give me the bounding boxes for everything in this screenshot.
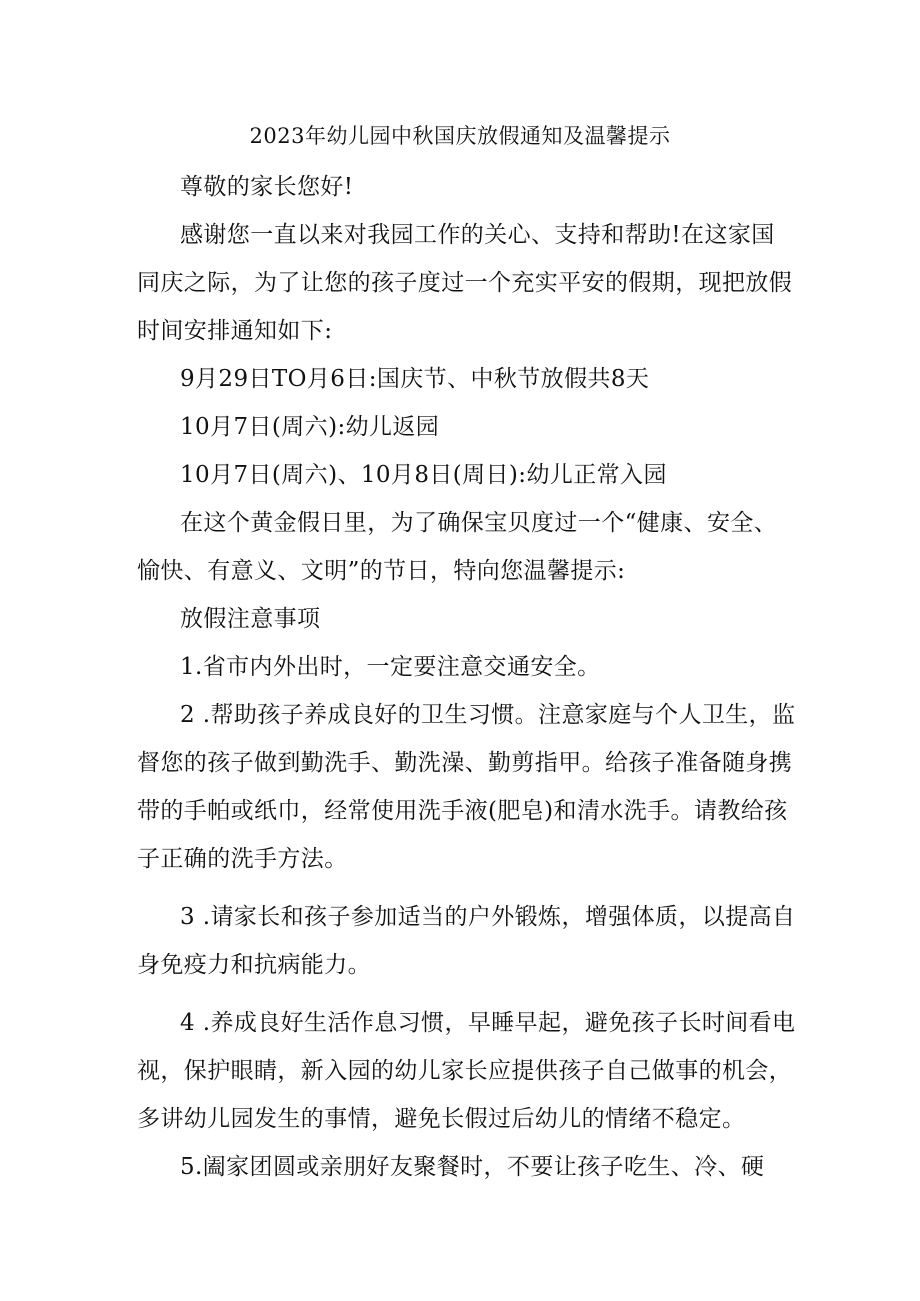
document-body: [137, 163, 797, 1191]
section-heading: 放假注意事项: [180, 606, 321, 632]
notice-item-4: 4 .养成良好生活作息习惯，早睡早起，避免孩子长时间看电视，保护眼睛，新入园的幼儿家长应提供孩子自己做事的机会，多讲幼儿园发生的事情，避免长假过后幼儿的情绪不稳定。: [137, 1010, 796, 1132]
intro-paragraph: 感谢您一直以来对我园工作的关心、支持和帮助!在这家国同庆之际，为了让您的孩子度过一个充实平安的假期，现把放假时间安排通知如下:: [137, 222, 793, 344]
schedule-line: 9月29日TO月6日:国庆节、中秋节放假共8天: [180, 366, 650, 392]
schedule-line: 10月7日(周六)、10月8日(周日):幼儿正常入园: [180, 462, 667, 488]
salutation: 尊敬的家长您好!: [180, 174, 354, 200]
notice-item-2: 2 .帮助孩子养成良好的卫生习惯。注意家庭与个人卫生，监督您的孩子做到勤洗手、勤洗澡、勤剪指甲。给孩子准备随身携带的手帕或纸巾，经常使用洗手液(肥皂)和清水洗手。请教给孩子正确的洗手方法。: [137, 702, 796, 872]
notice-item-1: 1.省市内外出时，一定要注意交通安全。: [180, 654, 601, 680]
notice-item-5: 5.阖家团圆或亲朋好友聚餐时，不要让孩子吃生、冷、硬: [180, 1154, 765, 1180]
reminder-intro-paragraph: 在这个黄金假日里，为了确保宝贝度过一个“健康、安全、愉快、有意义、文明”的节日，特向您温馨提示:: [137, 510, 778, 584]
schedule-line: 10月7日(周六):幼儿返园: [180, 414, 440, 440]
document-title: 2023年幼儿园中秋国庆放假通知及温馨提示: [249, 124, 671, 148]
notice-item-3: 3 .请家长和孩子参加适当的户外锻炼，增强体质，以提高自身免疫力和抗病能力。: [137, 904, 796, 978]
